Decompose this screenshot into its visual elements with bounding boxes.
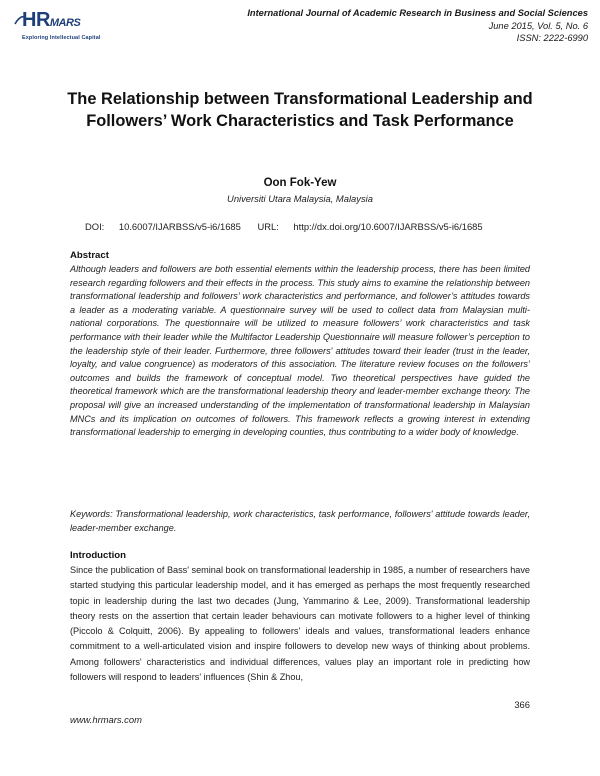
logo-tagline: Exploring Intellectual Capital [22,35,101,41]
author-name: Oon Fok-Yew [263,177,337,189]
footer-website-link[interactable]: www.hrmars.com [70,714,142,725]
doi-value[interactable]: 10.6007/IJARBSS/v5-i6/1685 [118,221,241,232]
logo-brand-main: HR [22,9,50,31]
doi-line [85,221,495,232]
keywords-text: Keywords: Transformational leadership, work characteristics, task performance, followers' attitude towards leader, leader-member exchange. [70,509,530,533]
journal-issue: June 2015, Vol. 5, No. 6 [488,20,588,31]
introduction-heading: Introduction [70,550,126,561]
journal-name: International Journal of Academic Research in Business and Social Sciences [247,8,588,18]
logo-wordmark [22,9,80,32]
page-number: 366 [514,699,530,710]
author-affiliation: Universiti Utara Malaysia, Malaysia [227,193,373,204]
journal-issn: ISSN: 2222-6990 [516,33,588,44]
journal-logo [14,8,114,50]
introduction-text: Since the publication of Bass' seminal book on transformational leadership in 1985, a number of researchers have started studying this particular leadership model, and it has emerged as perhaps the most frequently researched topic in leadership during the last two decades (Jung, Yammarino & Lee, 2009). Transformational leadership theory rests on the assertion that certain leader behaviours can motivate followers to a higher level of thinking (Piccolo & Colquitt, 2006). By appealing to followers' ideals and values, transformational leaders enhance commitment to a well-articulated vision and inspire followers to develop new ways of thinking about problems. Among followers' characteristics and individual differences, values play an important role in predicting how followers will respond to leaders' influences (Shin & Zhou, [70,565,530,683]
abstract-text: Although leaders and followers are both essential elements within the leadership process, there has been limited research regarding followers and their effects in the process. This study aims to examine the relationship between transformational leadership and followers’ work characteristics and performance, and follower’s attitudes towards a leader as a moderating variable. A questionnaire survey will be used to collect data from Malaysian multi-national corporations. The questionnaire will be utilized to measure followers’ work characteristics and task performance with their leader while the Multifactor Leadership Questionnaire will measure follower’s perception to the leadership style of their leader. Furthermore, three followers' attitudes toward their leader (trust in the leader, loyalty, and value congruence) as moderators of this association. The literature review focuses on the followers’ outcomes and builds the framework of conceptual model. Two theoretical perspectives have guided the theoretical framework which are the transformational leadership theory and leader-member exchange theory. The proposal will give an increased understanding of the implementation of transformational leadership in Malaysian MNCs and its implication on outcomes of followers. This framework reflects a growing interest in extending transformational leadership to emerging in developing counties, thus contributing to a wider body of knowledge. [70,264,530,438]
url-label: URL: [257,221,279,232]
abstract-heading: Abstract [70,250,109,261]
url-link[interactable]: http://dx.doi.org/10.6007/IJARBSS/v5-i6/1685 [293,221,483,232]
doi-label: DOI: [85,221,105,232]
journal-header [247,7,588,45]
logo-brand-small: MARS [49,17,81,29]
paper-title: The Relationship between Transformational Leadership and Followers’ Work Characteristics and Task Performance [67,90,533,130]
